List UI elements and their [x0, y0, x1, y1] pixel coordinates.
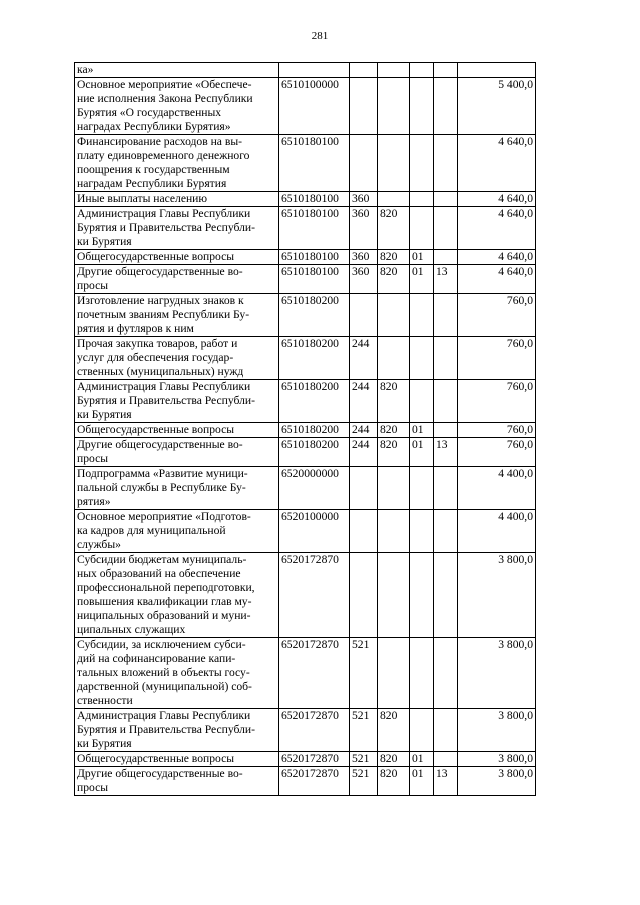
cell-section-code [410, 294, 434, 337]
cell-section-code: 01 [410, 438, 434, 467]
budget-table [74, 62, 536, 796]
cell-ministry-code [378, 78, 410, 135]
cell-amount: 760,0 [458, 438, 536, 467]
cell-item-name: Прочая закупка товаров, работ и услуг для обеспечения государ- ственных (муниципальных) нужд [75, 337, 279, 380]
cell-expense-type-code: 360 [350, 207, 378, 250]
cell-subsection-code [434, 709, 458, 752]
cell-section-code [410, 709, 434, 752]
cell-target-code: 6520172870 [279, 767, 350, 796]
cell-amount: 3 800,0 [458, 553, 536, 638]
cell-item-name: Общегосударственные вопросы [75, 423, 279, 438]
cell-section-code: 01 [410, 265, 434, 294]
cell-target-code: 6510180200 [279, 438, 350, 467]
cell-amount: 4 640,0 [458, 265, 536, 294]
cell-subsection-code [434, 467, 458, 510]
cell-item-name: Администрация Главы Республики Бурятия и Правительства Республи- ки Бурятия [75, 380, 279, 423]
cell-ministry-code [378, 553, 410, 638]
cell-expense-type-code: 360 [350, 265, 378, 294]
cell-item-name: Администрация Главы Республики Бурятия и Правительства Республи- ки Бурятия [75, 207, 279, 250]
cell-expense-type-code: 244 [350, 438, 378, 467]
cell-ministry-code [378, 135, 410, 192]
cell-item-name: Другие общегосударственные во- просы [75, 265, 279, 294]
cell-subsection-code [434, 638, 458, 709]
cell-amount: 4 640,0 [458, 207, 536, 250]
table-row [75, 250, 536, 265]
cell-amount: 4 640,0 [458, 135, 536, 192]
cell-amount: 4 640,0 [458, 250, 536, 265]
cell-expense-type-code: 521 [350, 638, 378, 709]
cell-ministry-code [378, 63, 410, 78]
cell-item-name: Другие общегосударственные во- просы [75, 767, 279, 796]
cell-amount: 760,0 [458, 337, 536, 380]
table-row [75, 638, 536, 709]
table-row [75, 63, 536, 78]
cell-expense-type-code [350, 294, 378, 337]
cell-ministry-code: 820 [378, 752, 410, 767]
table-row [75, 553, 536, 638]
cell-item-name: Субсидии бюджетам муниципаль- ных образований на обеспечение профессиональной переподготовки, повышения квалификации глав му- ниципальных образований и муни- ципальных служащих [75, 553, 279, 638]
cell-ministry-code [378, 467, 410, 510]
cell-amount: 3 800,0 [458, 638, 536, 709]
cell-item-name: Другие общегосударственные во- просы [75, 438, 279, 467]
cell-expense-type-code [350, 553, 378, 638]
cell-expense-type-code [350, 135, 378, 192]
table-row [75, 438, 536, 467]
cell-ministry-code [378, 638, 410, 709]
cell-section-code [410, 467, 434, 510]
cell-target-code: 6510180100 [279, 207, 350, 250]
cell-ministry-code: 820 [378, 265, 410, 294]
cell-amount: 760,0 [458, 294, 536, 337]
cell-ministry-code: 820 [378, 380, 410, 423]
cell-ministry-code [378, 510, 410, 553]
cell-expense-type-code: 244 [350, 423, 378, 438]
cell-expense-type-code: 244 [350, 380, 378, 423]
cell-target-code: 6520172870 [279, 553, 350, 638]
cell-ministry-code: 820 [378, 250, 410, 265]
cell-section-code [410, 192, 434, 207]
cell-amount: 3 800,0 [458, 709, 536, 752]
cell-item-name: Иные выплаты населению [75, 192, 279, 207]
cell-subsection-code [434, 423, 458, 438]
cell-subsection-code [434, 250, 458, 265]
cell-amount: 3 800,0 [458, 752, 536, 767]
table-row [75, 380, 536, 423]
cell-target-code: 6520172870 [279, 709, 350, 752]
cell-item-name: Основное мероприятие «Обеспече- ние исполнения Закона Республики Бурятия «О государственных наградах Республики Бурятия» [75, 78, 279, 135]
cell-expense-type-code [350, 510, 378, 553]
table-row [75, 767, 536, 796]
cell-subsection-code [434, 207, 458, 250]
cell-section-code: 01 [410, 250, 434, 265]
cell-item-name: ка» [75, 63, 279, 78]
cell-subsection-code [434, 294, 458, 337]
cell-subsection-code [434, 510, 458, 553]
cell-expense-type-code: 360 [350, 192, 378, 207]
cell-section-code [410, 78, 434, 135]
cell-subsection-code: 13 [434, 438, 458, 467]
cell-section-code [410, 207, 434, 250]
cell-target-code: 6510180100 [279, 192, 350, 207]
cell-ministry-code [378, 337, 410, 380]
budget-table-body [75, 63, 536, 796]
cell-subsection-code [434, 78, 458, 135]
cell-item-name: Подпрограмма «Развитие муници- пальной службы в Республике Бу- рятия» [75, 467, 279, 510]
cell-section-code [410, 337, 434, 380]
cell-ministry-code [378, 294, 410, 337]
cell-target-code: 6510180100 [279, 265, 350, 294]
cell-section-code [410, 63, 434, 78]
cell-subsection-code [434, 752, 458, 767]
table-row [75, 135, 536, 192]
cell-item-name: Общегосударственные вопросы [75, 250, 279, 265]
table-row [75, 467, 536, 510]
table-row [75, 423, 536, 438]
cell-subsection-code [434, 380, 458, 423]
cell-target-code: 6510180200 [279, 337, 350, 380]
cell-subsection-code: 13 [434, 265, 458, 294]
table-row [75, 752, 536, 767]
cell-amount: 4 640,0 [458, 192, 536, 207]
cell-ministry-code [378, 192, 410, 207]
cell-amount: 4 400,0 [458, 510, 536, 553]
cell-expense-type-code: 244 [350, 337, 378, 380]
cell-expense-type-code [350, 63, 378, 78]
cell-expense-type-code: 521 [350, 752, 378, 767]
cell-section-code [410, 638, 434, 709]
cell-target-code: 6510180100 [279, 250, 350, 265]
cell-item-name: Администрация Главы Республики Бурятия и Правительства Республи- ки Бурятия [75, 709, 279, 752]
cell-amount: 760,0 [458, 380, 536, 423]
cell-ministry-code: 820 [378, 207, 410, 250]
table-row [75, 337, 536, 380]
cell-target-code: 6510180200 [279, 423, 350, 438]
cell-target-code: 6520000000 [279, 467, 350, 510]
table-row [75, 265, 536, 294]
cell-expense-type-code [350, 78, 378, 135]
cell-target-code: 6510180200 [279, 294, 350, 337]
cell-item-name: Финансирование расходов на вы- плату единовременного денежного поощрения к государственным наградам Республики Бурятия [75, 135, 279, 192]
cell-target-code: 6510180200 [279, 380, 350, 423]
cell-ministry-code: 820 [378, 438, 410, 467]
cell-target-code [279, 63, 350, 78]
cell-subsection-code [434, 63, 458, 78]
cell-amount [458, 63, 536, 78]
cell-section-code: 01 [410, 767, 434, 796]
cell-amount: 4 400,0 [458, 467, 536, 510]
cell-section-code: 01 [410, 423, 434, 438]
cell-target-code: 6510180100 [279, 135, 350, 192]
cell-section-code [410, 135, 434, 192]
cell-section-code: 01 [410, 752, 434, 767]
cell-target-code: 6520100000 [279, 510, 350, 553]
cell-target-code: 6520172870 [279, 638, 350, 709]
cell-subsection-code [434, 553, 458, 638]
cell-section-code [410, 510, 434, 553]
cell-item-name: Общегосударственные вопросы [75, 752, 279, 767]
cell-section-code [410, 553, 434, 638]
cell-item-name: Субсидии, за исключением субси- дий на софинансирование капи- тальных вложений в объекты госу- дарственной (муниципальной) соб- ственности [75, 638, 279, 709]
cell-expense-type-code: 521 [350, 767, 378, 796]
cell-expense-type-code: 360 [350, 250, 378, 265]
cell-ministry-code: 820 [378, 709, 410, 752]
table-row [75, 192, 536, 207]
cell-subsection-code: 13 [434, 767, 458, 796]
cell-item-name: Изготовление нагрудных знаков к почетным званиям Республики Бу- рятия и футляров к ним [75, 294, 279, 337]
cell-subsection-code [434, 192, 458, 207]
cell-subsection-code [434, 337, 458, 380]
cell-subsection-code [434, 135, 458, 192]
table-row [75, 78, 536, 135]
table-row [75, 294, 536, 337]
table-row [75, 207, 536, 250]
cell-expense-type-code [350, 467, 378, 510]
cell-item-name: Основное мероприятие «Подготов- ка кадров для муниципальной службы» [75, 510, 279, 553]
cell-target-code: 6520172870 [279, 752, 350, 767]
cell-target-code: 6510100000 [279, 78, 350, 135]
cell-amount: 760,0 [458, 423, 536, 438]
cell-amount: 5 400,0 [458, 78, 536, 135]
cell-ministry-code: 820 [378, 767, 410, 796]
table-row [75, 510, 536, 553]
page-number: 281 [311, 30, 329, 42]
cell-ministry-code: 820 [378, 423, 410, 438]
cell-expense-type-code: 521 [350, 709, 378, 752]
cell-amount: 3 800,0 [458, 767, 536, 796]
table-row [75, 709, 536, 752]
cell-section-code [410, 380, 434, 423]
